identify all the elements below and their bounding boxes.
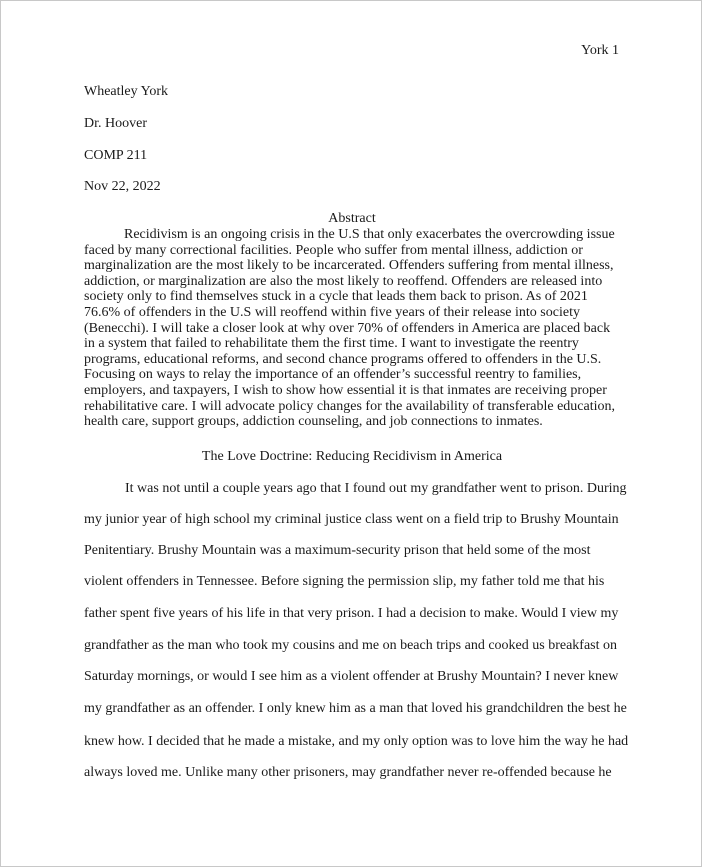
- body-line: my grandfather as an offender. I only knew him as a man that loved his grandchildren the best he: [84, 701, 627, 716]
- body-line: knew how. I decided that he made a mistake, and my only option was to love him the way he had: [84, 734, 629, 749]
- body-line: Saturday mornings, or would I see him as a violent offender at Brushy Mountain? I never knew: [84, 669, 619, 684]
- body-line: It was not until a couple years ago that I found out my grandfather went to prison. During: [125, 481, 627, 496]
- course-name: COMP 211: [84, 148, 148, 163]
- date: Nov 22, 2022: [84, 179, 161, 194]
- instructor-name: Dr. Hoover: [84, 116, 147, 131]
- body-line: always loved me. Unlike many other prisoners, may grandfather never re-offended because he: [84, 765, 612, 780]
- body-line: father spent five years of his life in that very prison. I had a decision to make. Would I view my: [84, 606, 619, 621]
- body-line: violent offenders in Tennessee. Before signing the permission slip, my father told me that his: [84, 574, 605, 589]
- body-line: my junior year of high school my criminal justice class went on a field trip to Brushy Mountain: [84, 512, 619, 527]
- running-header: York 1: [581, 43, 619, 58]
- abstract-title: Abstract: [328, 211, 376, 226]
- author-name: Wheatley York: [84, 84, 168, 99]
- body-line: Penitentiary. Brushy Mountain was a maximum-security prison that held some of the most: [84, 543, 591, 558]
- abstract-body: Recidivism is an ongoing crisis in the U.S that only exacerbates the overcrowding issue faced by many correctional facilities. People who suffer from mental illness, addiction or marginalization are the most likely to be incarcerated. Offenders suffering from mental illness, addiction, or marginalization are also the most likely to reoffend. Offenders are released into society only to find themselves stuck in a cycle that leads them back to prison. As of 2021 76.6% of offenders in the U.S will reoffend within five years of their release into society (Benecchi). I will take a closer look at why over 70% of offenders in America are placed back in a system that failed to rehabilitate them the first time. I want to investigate the reentry programs, educational reforms, and second chance programs offered to offenders in the U.S. Focusing on ways to relay the importance of an offender’s successful reentry to families, employers, and taxpayers, I wish to show how essential it is that inmates are receiving proper rehabilitative care. I will advocate policy changes for the availability of transferable education, health care, support groups, addiction counseling, and job connections to inmates.: [84, 227, 615, 430]
- body-line: grandfather as the man who took my cousins and me on beach trips and cooked us breakfast on: [84, 638, 618, 653]
- essay-title: The Love Doctrine: Reducing Recidivism in America: [201, 449, 503, 464]
